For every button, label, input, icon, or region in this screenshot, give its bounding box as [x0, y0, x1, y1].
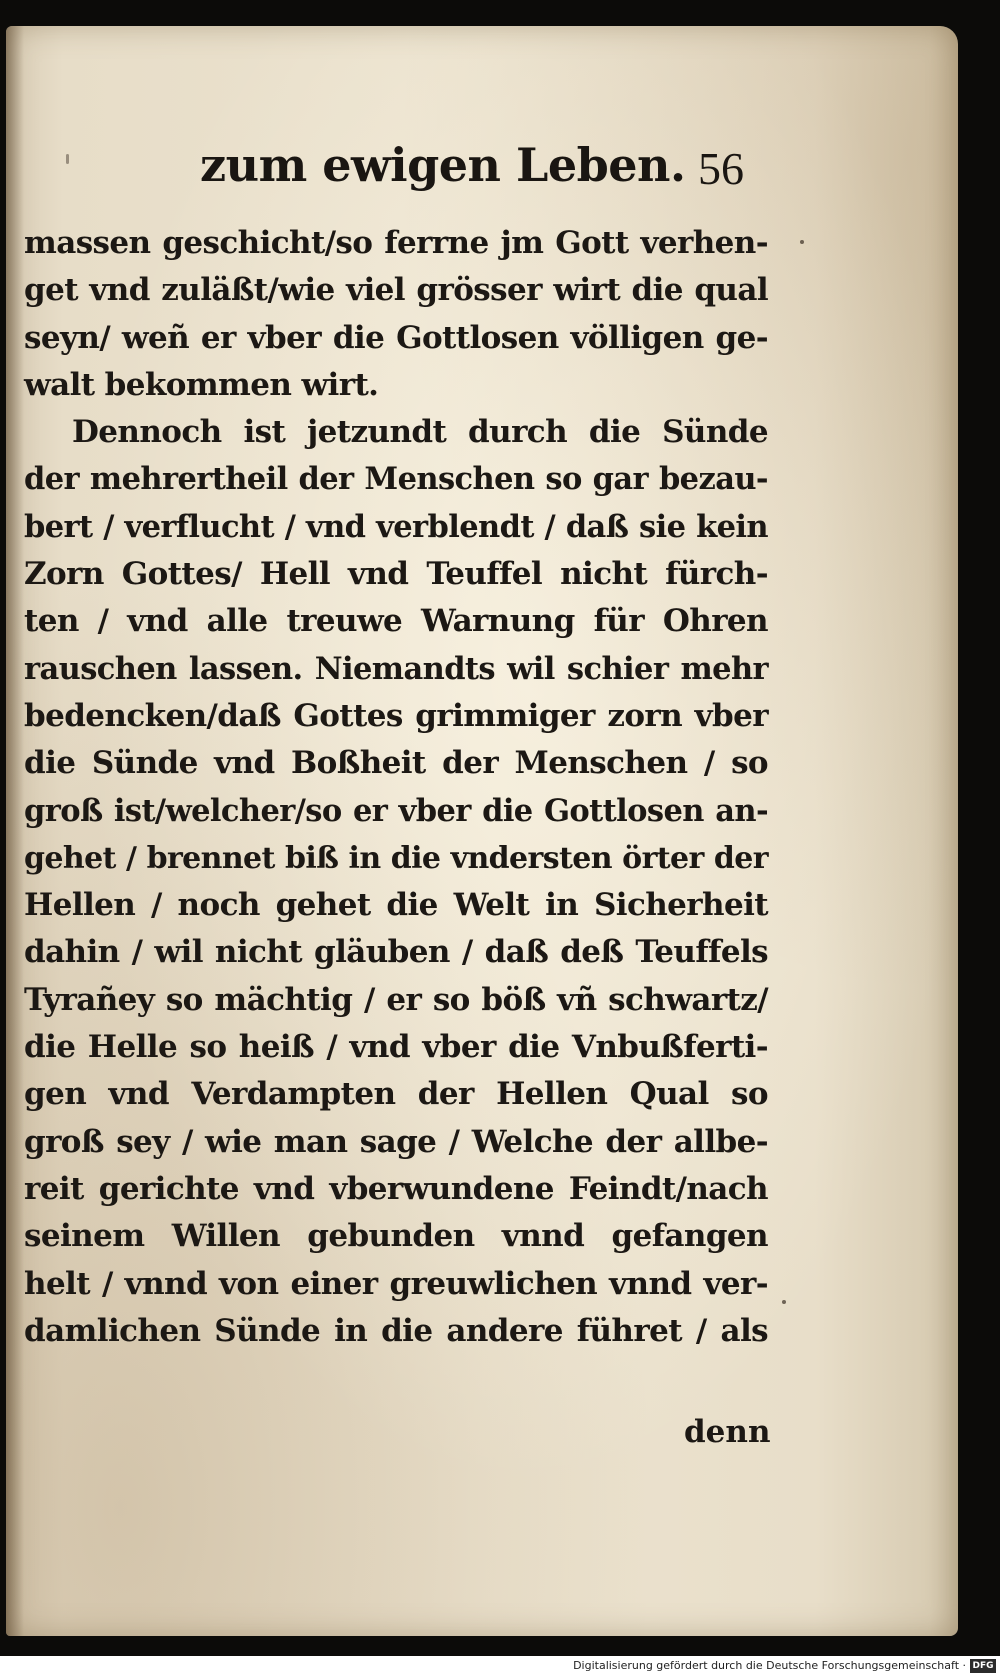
- ink-speck: [800, 240, 804, 244]
- text-line-16: dahin / wil nicht gläuben / daß deß Teuffels: [24, 934, 768, 971]
- text-line-5: Dennoch ist jetzundt durch die Sünde: [72, 414, 768, 451]
- catchword: denn: [684, 1414, 771, 1450]
- text-line-10: rauschen lassen. Niemandts wil schier mehr: [24, 650, 768, 687]
- text-line-19: gen vnd Verdampten der Hellen Qual so: [24, 1076, 768, 1113]
- ink-speck: [782, 1300, 786, 1304]
- text-line-22: seinem Willen gebunden vnnd gefangen: [24, 1218, 768, 1255]
- page-header: [6, 134, 958, 204]
- text-line-4: walt bekommen wirt.: [24, 366, 379, 403]
- text-line-3: seyn/ weñ er vber die Gottlosen völligen ge-: [24, 319, 768, 356]
- text-line-23: helt / vnnd von einer greuwlichen vnnd ver-: [24, 1265, 768, 1302]
- text-line-8: Zorn Gottes/ Hell vnd Teuffel nicht fürch-: [24, 556, 768, 593]
- text-line-7: bert / verflucht / vnd verblendt / daß sie kein: [24, 508, 768, 545]
- text-line-13: groß ist/welcher/so er vber die Gottlosen an-: [24, 792, 768, 829]
- digitization-footer: [0, 1656, 1000, 1678]
- text-line-17: Tyrañey so mächtig / er so böß vñ schwartz/: [24, 981, 768, 1018]
- text-line-18: die Helle so heiß / vnd vber die Vnbußferti-: [24, 1029, 768, 1066]
- book-page: [6, 26, 958, 1636]
- text-line-24: damlichen Sünde in die andere führet / als: [24, 1312, 768, 1349]
- text-line-6: der mehrertheil der Menschen so gar bezau-: [24, 461, 768, 498]
- running-head: zum ewigen Leben.: [200, 138, 686, 192]
- funding-credit: Digitalisierung gefördert durch die Deutsche Forschungsgemeinschaft ·: [573, 1659, 966, 1672]
- text-line-2: get vnd zuläßt/wie viel grösser wirt die qual: [24, 272, 768, 309]
- text-line-1: massen geschicht/so ferrne jm Gott verhen-: [24, 225, 768, 261]
- ink-speck: [66, 154, 69, 164]
- text-line-21: reit gerichte vnd vberwundene Feindt/nach: [24, 1170, 768, 1207]
- text-line-15: Hellen / noch gehet die Welt in Sicherheit: [24, 887, 768, 924]
- page-gutter-shadow: [6, 26, 24, 1636]
- text-line-11: bedencken/daß Gottes grimmiger zorn vber: [24, 697, 768, 734]
- body-text: [24, 220, 768, 1355]
- text-line-9: ten / vnd alle treuwe Warnung für Ohren: [24, 603, 768, 640]
- text-line-14: gehet / brennet biß in die vndersten örter der: [24, 840, 768, 876]
- dfg-logo: DFG: [970, 1659, 996, 1673]
- text-line-20: groß sey / wie man sage / Welche der allbe-: [24, 1123, 768, 1160]
- text-line-12: die Sünde vnd Boßheit der Menschen / so: [24, 745, 768, 782]
- page-number: 56: [698, 143, 744, 194]
